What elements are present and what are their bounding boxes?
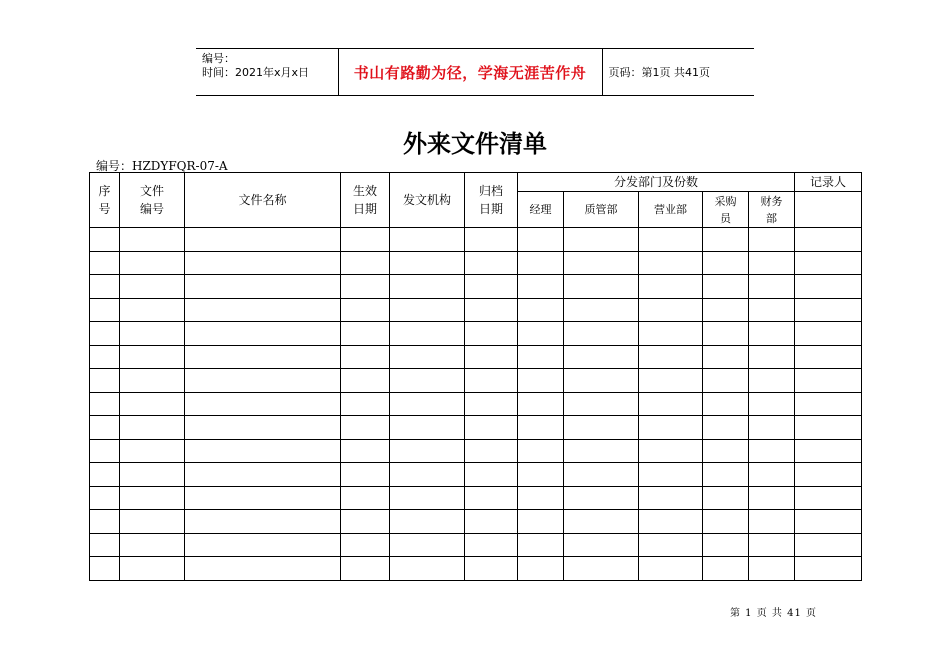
table-cell [390, 510, 465, 534]
table-cell [90, 369, 120, 393]
table-cell [185, 439, 341, 463]
table-cell [703, 275, 749, 299]
table-cell [564, 322, 639, 346]
table-row [90, 463, 862, 487]
table-cell [749, 533, 795, 557]
dept-header-finance: 财务部 [749, 192, 795, 228]
table-cell [564, 392, 639, 416]
table-cell [120, 298, 185, 322]
table-cell [795, 298, 862, 322]
table-row [90, 486, 862, 510]
table-cell [341, 486, 390, 510]
dept-header-purchasing: 采购员 [703, 192, 749, 228]
header-motto-cell [338, 49, 602, 96]
table-cell [795, 369, 862, 393]
table-cell [703, 439, 749, 463]
table-cell [390, 345, 465, 369]
table-cell [341, 369, 390, 393]
table-cell [703, 533, 749, 557]
table-cell [120, 510, 185, 534]
table-cell [341, 322, 390, 346]
table-cell [749, 228, 795, 252]
table-cell [341, 416, 390, 440]
table-cell [564, 275, 639, 299]
table-row [90, 369, 862, 393]
table-cell [90, 510, 120, 534]
table-body [90, 228, 862, 581]
table-cell [465, 533, 518, 557]
table-cell [90, 416, 120, 440]
table-cell [639, 486, 703, 510]
table-cell [390, 392, 465, 416]
table-cell [185, 275, 341, 299]
table-cell [518, 463, 564, 487]
header-code-label: 编号： [202, 52, 235, 65]
table-cell [185, 345, 341, 369]
table-cell [185, 298, 341, 322]
table-cell [390, 251, 465, 275]
table-cell [341, 533, 390, 557]
table-cell [795, 416, 862, 440]
table-cell [465, 486, 518, 510]
table-row [90, 533, 862, 557]
table-cell [703, 416, 749, 440]
table-cell [90, 298, 120, 322]
table-cell [749, 486, 795, 510]
table-cell [703, 463, 749, 487]
table-row [90, 298, 862, 322]
table-cell [639, 369, 703, 393]
table-row [90, 251, 862, 275]
table-cell [639, 322, 703, 346]
table-cell [90, 533, 120, 557]
table-cell [390, 298, 465, 322]
table-row [90, 322, 862, 346]
table-cell [749, 275, 795, 299]
table-cell [90, 486, 120, 510]
table-cell [90, 463, 120, 487]
table-cell [749, 251, 795, 275]
table-row [90, 439, 862, 463]
table-cell [795, 557, 862, 581]
table-cell [639, 392, 703, 416]
table-cell [518, 510, 564, 534]
table-cell [564, 533, 639, 557]
table-cell [185, 322, 341, 346]
table-cell [90, 392, 120, 416]
table-cell [639, 533, 703, 557]
table-cell [185, 486, 341, 510]
table-cell [703, 251, 749, 275]
table-cell [90, 345, 120, 369]
table-cell [703, 369, 749, 393]
table-cell [120, 228, 185, 252]
table-cell [120, 251, 185, 275]
table-cell [90, 439, 120, 463]
table-cell [703, 345, 749, 369]
table-cell [749, 392, 795, 416]
table-cell [465, 298, 518, 322]
table-cell [564, 251, 639, 275]
table-cell [639, 463, 703, 487]
table-cell [341, 557, 390, 581]
table-cell [390, 439, 465, 463]
table-cell [341, 510, 390, 534]
table-cell [564, 486, 639, 510]
table-cell [564, 298, 639, 322]
table-cell [90, 322, 120, 346]
table-cell [120, 533, 185, 557]
table-cell [518, 416, 564, 440]
page-footer: 第 1 页 共 41 页 [730, 608, 817, 619]
table-cell [564, 439, 639, 463]
header-time-label: 时间：2021年x月x日 [202, 66, 310, 79]
table-cell [518, 533, 564, 557]
table-cell [390, 486, 465, 510]
table-cell [518, 392, 564, 416]
table-cell [185, 228, 341, 252]
col-header-file-name: 文件名称 [185, 173, 341, 228]
table-cell [90, 275, 120, 299]
table-cell [185, 557, 341, 581]
table-row [90, 510, 862, 534]
table-cell [749, 322, 795, 346]
header-left [196, 49, 338, 96]
table-cell [390, 322, 465, 346]
table-cell [120, 345, 185, 369]
table-cell [749, 298, 795, 322]
table-cell [518, 251, 564, 275]
col-header-archive-date: 归档日期 [465, 173, 518, 228]
table-cell [795, 463, 862, 487]
table-cell [390, 416, 465, 440]
table-cell [465, 251, 518, 275]
page-header [196, 48, 754, 96]
table-cell [795, 510, 862, 534]
table-cell [465, 322, 518, 346]
table-cell [749, 463, 795, 487]
dept-header-manager: 经理 [518, 192, 564, 228]
table-cell [703, 486, 749, 510]
table-cell [639, 510, 703, 534]
table-cell [120, 392, 185, 416]
table-cell [795, 251, 862, 275]
table-cell [465, 392, 518, 416]
table-cell [518, 439, 564, 463]
table-cell [120, 439, 185, 463]
table-cell [120, 416, 185, 440]
table-cell [703, 298, 749, 322]
table-cell [341, 392, 390, 416]
table-cell [465, 439, 518, 463]
table-cell [795, 345, 862, 369]
col-header-recorder: 记录人 [795, 173, 862, 192]
table-cell [390, 533, 465, 557]
table-cell [120, 463, 185, 487]
table-cell [341, 228, 390, 252]
table-cell [185, 251, 341, 275]
header-motto: 书山有路勤为径，学海无涯苦作舟 [353, 63, 587, 82]
table-cell [564, 463, 639, 487]
table-cell [518, 322, 564, 346]
table-cell [90, 251, 120, 275]
table-cell [639, 275, 703, 299]
table-cell [703, 510, 749, 534]
dept-header-quality: 质管部 [564, 192, 639, 228]
table-cell [518, 369, 564, 393]
table-row [90, 228, 862, 252]
table-cell [518, 228, 564, 252]
col-header-distribution: 分发部门及份数 [518, 173, 795, 192]
table-row [90, 275, 862, 299]
col-header-issuer: 发文机构 [390, 173, 465, 228]
table-cell [703, 392, 749, 416]
table-cell [564, 228, 639, 252]
table-cell [390, 369, 465, 393]
table-cell [341, 275, 390, 299]
table-cell [185, 369, 341, 393]
table-cell [639, 228, 703, 252]
table-cell [465, 369, 518, 393]
header-page-label: 页码：第1页 共41页 [602, 49, 754, 96]
table-cell [749, 416, 795, 440]
table-cell [749, 510, 795, 534]
table-cell [795, 486, 862, 510]
table-cell [120, 369, 185, 393]
table-cell [390, 463, 465, 487]
table-cell [90, 557, 120, 581]
table-cell [795, 533, 862, 557]
table-row [90, 345, 862, 369]
table-cell [120, 557, 185, 581]
table-cell [390, 228, 465, 252]
col-header-effective-date: 生效日期 [341, 173, 390, 228]
external-file-table [89, 172, 862, 581]
table-cell [465, 416, 518, 440]
table-cell [564, 416, 639, 440]
table-cell [390, 275, 465, 299]
table-cell [120, 275, 185, 299]
table-cell [465, 463, 518, 487]
document-title: 外来文件清单 [403, 130, 547, 158]
table-cell [795, 322, 862, 346]
table-cell [341, 345, 390, 369]
table-cell [465, 345, 518, 369]
table-cell [795, 439, 862, 463]
table-cell [795, 228, 862, 252]
table-cell [518, 298, 564, 322]
table-cell [795, 392, 862, 416]
table-cell [341, 439, 390, 463]
table-cell [564, 345, 639, 369]
table-cell [639, 345, 703, 369]
table-cell [120, 322, 185, 346]
table-cell [518, 275, 564, 299]
table-cell [120, 486, 185, 510]
table-cell [390, 557, 465, 581]
table-cell [564, 557, 639, 581]
table-cell [564, 510, 639, 534]
table-cell [341, 298, 390, 322]
table-cell [465, 557, 518, 581]
table-cell [518, 557, 564, 581]
table-cell [749, 345, 795, 369]
table-row [90, 392, 862, 416]
table-cell [795, 275, 862, 299]
table-row [90, 416, 862, 440]
dept-header-sales: 营业部 [639, 192, 703, 228]
table-cell [639, 439, 703, 463]
table-cell [185, 416, 341, 440]
table-cell [639, 251, 703, 275]
table-cell [518, 486, 564, 510]
table-cell [703, 557, 749, 581]
table-cell [185, 392, 341, 416]
table-cell [639, 416, 703, 440]
table-cell [185, 510, 341, 534]
table-cell [185, 463, 341, 487]
table-cell [749, 369, 795, 393]
table-cell [749, 557, 795, 581]
table-cell [185, 533, 341, 557]
table-cell [465, 510, 518, 534]
table-cell [465, 275, 518, 299]
table-cell [703, 228, 749, 252]
table-cell [90, 228, 120, 252]
col-header-file-code: 文件编号 [120, 173, 185, 228]
recorder-subheader [795, 192, 862, 228]
table-cell [703, 322, 749, 346]
document-code: 编号：HZDYFQR-07-A [96, 159, 228, 173]
table-cell [341, 463, 390, 487]
table-cell [749, 439, 795, 463]
table-cell [639, 557, 703, 581]
table-row [90, 557, 862, 581]
table-cell [518, 345, 564, 369]
table-cell [639, 298, 703, 322]
table-cell [564, 369, 639, 393]
col-header-seq: 序号 [90, 173, 120, 228]
table-cell [341, 251, 390, 275]
table-cell [465, 228, 518, 252]
